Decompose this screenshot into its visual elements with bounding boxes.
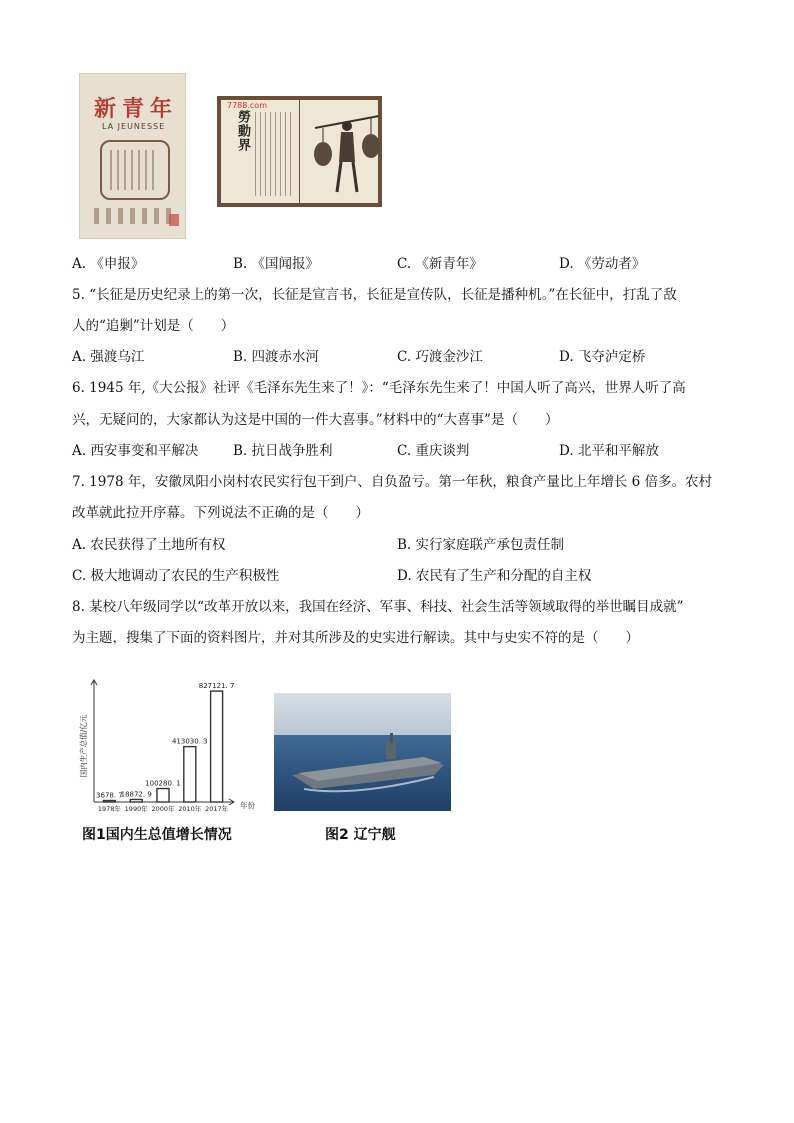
q4-option-a[interactable]: A. 《申报》 — [72, 256, 145, 272]
cover-stamp — [169, 214, 179, 226]
q4-option-b[interactable]: B. 《国闻报》 — [233, 256, 320, 272]
x-tick-label-1: 1990年 — [124, 805, 148, 813]
q8-stem-line2: 为主题，搜集了下面的资料图片，并对其所涉及的史实进行解读。其中与史实不符的是（ ） — [72, 630, 639, 646]
q7-option-a[interactable]: A. 农民获得了土地所有权 — [72, 537, 226, 553]
x-axis-label: 年份 — [240, 801, 255, 810]
q6-option-b[interactable]: B. 抗日战争胜利 — [233, 443, 333, 459]
q5-option-a[interactable]: A. 强渡乌江 — [72, 349, 145, 365]
bar-value-label-3: 413030. 3 — [171, 737, 208, 746]
q7-option-b[interactable]: B. 实行家庭联产承包责任制 — [397, 537, 565, 553]
q5-stem-line2: 人的“追剿”计划是（ ） — [72, 318, 235, 334]
figure1-caption: 图1国内生总值增长情况 — [82, 827, 232, 843]
bar-value-label-2: 100280. 1 — [145, 779, 181, 788]
q4-option-d[interactable]: D. 《劳动者》 — [559, 256, 646, 272]
q8-stem-line1: 8. 某校八年级同学以“改革开放以来，我国在经济、军事、科技、社会生活等领域取得的举世瞩目成就” — [72, 599, 684, 615]
worker-illustration-icon — [313, 106, 381, 198]
x-tick-label-4: 2017年 — [205, 805, 229, 813]
bar-4 — [211, 691, 223, 802]
book-left-page — [221, 100, 299, 203]
q7-option-c[interactable]: C. 极大地调动了农民的生产积极性 — [72, 568, 280, 584]
q7-stem-line2: 改革就此拉开序幕。下列说法不正确的是（ ） — [72, 505, 369, 521]
q5-option-b[interactable]: B. 四渡赤水河 — [233, 349, 320, 365]
q5-option-d[interactable]: D. 飞夺泸定桥 — [559, 349, 646, 365]
bar-value-label-1: 18872. 9 — [120, 790, 152, 799]
watermark: 7788.com — [227, 101, 267, 110]
x-tick-label-3: 2010年 — [178, 805, 202, 813]
q6-option-a[interactable]: A. 西安事变和平解决 — [72, 443, 199, 459]
q5-stem-line1: 5. “长征是历史纪录上的第一次，长征是宣言书，长征是宣传队，长征是播种机。”在长征中，打乱了敌 — [72, 287, 677, 303]
cover-masthead: 新青年 — [94, 97, 179, 122]
y-axis-label: 国内生产总值/亿元 — [79, 714, 88, 778]
q6-option-c[interactable]: C. 重庆谈判 — [397, 443, 470, 459]
figure2-caption: 图2 辽宁舰 — [325, 827, 396, 843]
q6-option-d[interactable]: D. 北平和平解放 — [559, 443, 659, 459]
x-tick-label-0: 1978年 — [97, 805, 121, 813]
q5-option-c[interactable]: C. 巧渡金沙江 — [397, 349, 483, 365]
bar-2 — [157, 789, 169, 802]
laodongjie-book-photo — [217, 96, 382, 207]
bar-value-label-0: 3678. 7 — [96, 791, 123, 800]
q4-option-c[interactable]: C. 《新青年》 — [397, 256, 483, 272]
bar-3 — [184, 747, 196, 802]
xinqingnian-magazine-cover-photo — [79, 73, 186, 239]
q6-stem-line2: 兴，无疑问的，大家都认为这是中国的一件大喜事。”材料中的“大喜事”是（ ） — [72, 412, 559, 428]
q6-stem-line1: 6. 1945 年,《大公报》社评《毛泽东先生来了！》：“毛泽东先生来了！中国人听了高兴，世界人听了高 — [72, 380, 686, 396]
liaoning-aircraft-carrier-photo — [274, 693, 451, 811]
bar-1 — [130, 799, 142, 802]
q7-stem-line1: 7. 1978 年，安徽凤阳小岗村农民实行包干到户、自负盈亏。第一年秋，粮食产量比上年增长 6 倍多。农村 — [72, 474, 712, 490]
bar-value-label-4: 827121. 7 — [198, 682, 235, 691]
gdp-bar-chart — [72, 672, 262, 820]
cover-subtitle: LA JEUNESSE — [102, 122, 166, 131]
q7-option-d[interactable]: D. 农民有了生产和分配的自主权 — [397, 568, 592, 584]
bar-0 — [103, 801, 115, 803]
cover-footer-text — [94, 208, 172, 224]
cover-frame — [100, 140, 170, 200]
book-title: 勞動界 — [235, 110, 250, 152]
x-tick-label-2: 2000年 — [151, 805, 175, 813]
